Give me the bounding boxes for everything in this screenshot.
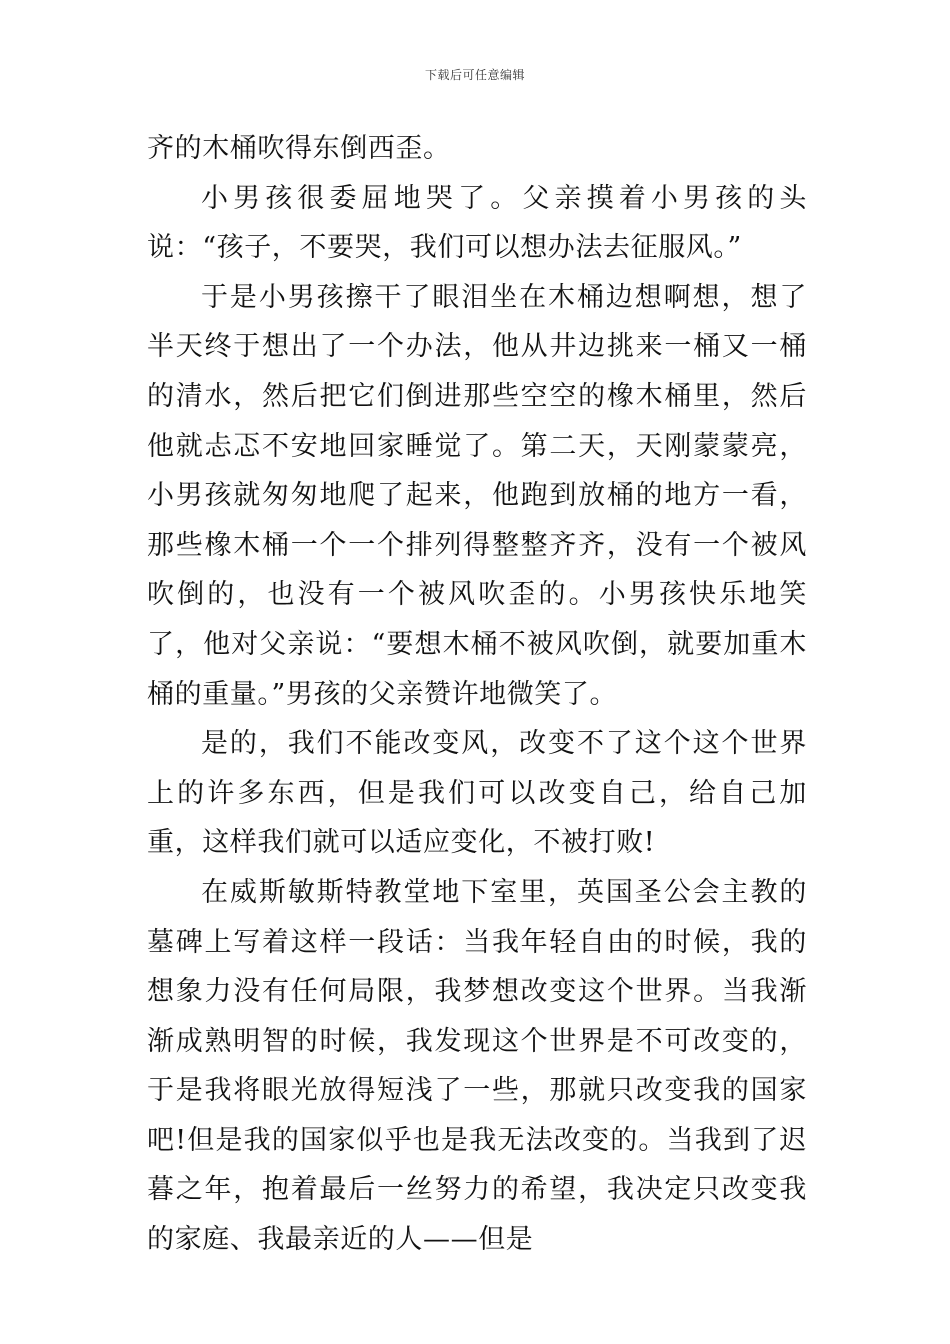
paragraph: 在威斯敏斯特教堂地下室里，英国圣公会主教的墓碑上写着这样一段话：当我年轻自由的时候，我的想象力没有任何局限，我梦想改变这个世界。当我渐渐成熟明智的时候，我发现这个世界是不可改变的，于是我将眼光放得短浅了一些，那就只改变我的国家吧!但是我的国家似乎也是我无法改变的。当我到了迟暮之年，抱着最后一丝努力的希望，我决定只改变我的家庭、我最亲近的人——但是 <box>147 876 807 1256</box>
paragraph: 是的，我们不能改变风，改变不了这个这个世界上的许多东西，但是我们可以改变自己，给自己加重，这样我们就可以适应变化，不被打败! <box>147 728 807 859</box>
paragraph: 于是小男孩擦干了眼泪坐在木桶边想啊想，想了半天终于想出了一个办法，他从井边挑来一桶又一桶的清水，然后把它们倒进那些空空的橡木桶里，然后他就忐忑不安地回家睡觉了。第二天，天刚蒙蒙亮，小男孩就匆匆地爬了起来，他跑到放桶的地方一看，那些橡木桶一个一个排列得整整齐齐，没有一个被风吹倒的，也没有一个被风吹歪的。小男孩快乐地笑了，他对父亲说：“要想木桶不被风吹倒，就要加重木桶的重量。”男孩的父亲赞许地微笑了。 <box>147 281 807 710</box>
paragraph: 小男孩很委屈地哭了。父亲摸着小男孩的头说：“孩子，不要哭，我们可以想办法去征服风。” <box>147 182 807 264</box>
paragraph-continuation: 齐的木桶吹得东倒西歪。 <box>147 133 451 164</box>
page-header: 下载后可任意编辑 <box>424 68 525 82</box>
document-body <box>147 124 807 1265</box>
